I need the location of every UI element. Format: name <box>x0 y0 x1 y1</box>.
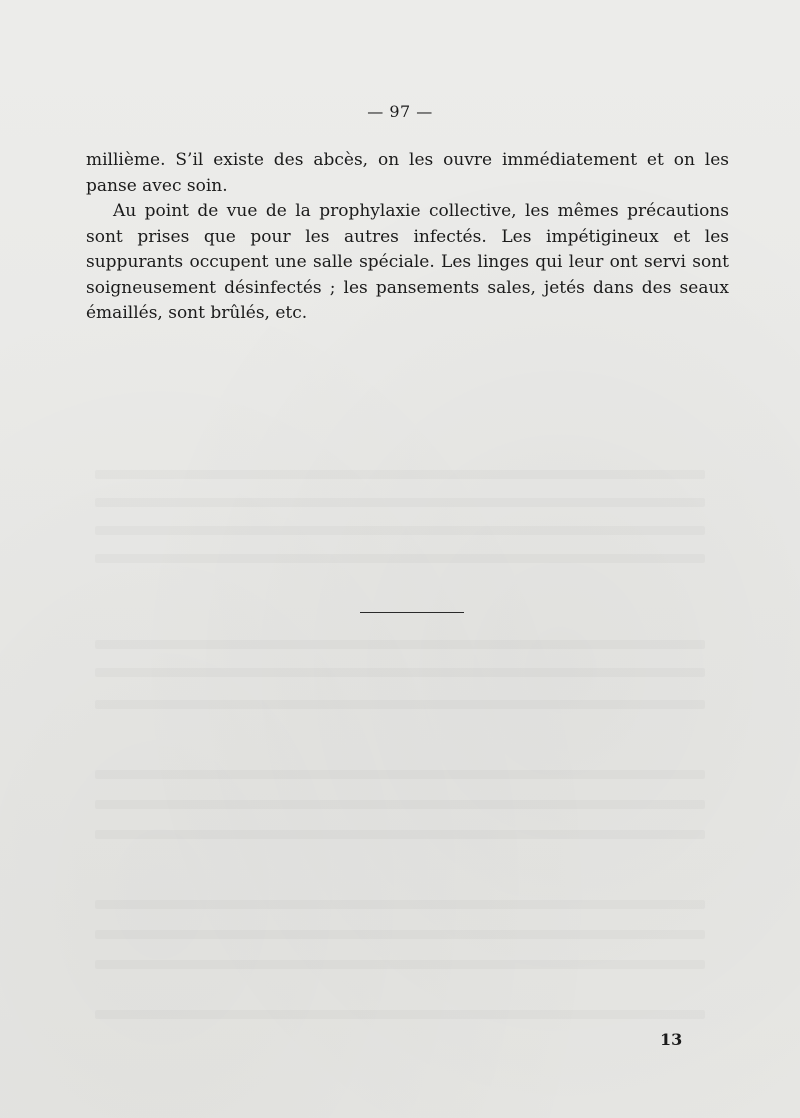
paragraph: Au point de vue de la prophylaxie collective, les mêmes précautions sont prises que pour les autres infectés. Les impétigineux et les suppurants occupent une salle spéciale. Les linges qui leur ont servi sont soigneusement désinfectés ; les pansements sales, jetés dans des seaux émaillés, sont brûlés, etc. <box>86 201 729 323</box>
bleed-through-line <box>95 470 705 479</box>
bleed-through-line <box>95 900 705 909</box>
bleed-through-line <box>95 770 705 779</box>
bleed-through-line <box>95 960 705 969</box>
bleed-through-line <box>95 800 705 809</box>
paragraph-continuation: millième. S’il existe des abcès, on les ouvre immédiatement et on les panse avec soin. <box>86 150 729 196</box>
bleed-through-line <box>95 498 705 507</box>
bleed-through-line <box>95 700 705 709</box>
bleed-through-line <box>95 830 705 839</box>
bleed-through-line <box>95 554 705 563</box>
bleed-through-line <box>95 668 705 677</box>
body-text <box>86 148 729 327</box>
page-number-header: — 97 — <box>367 102 433 121</box>
signature-number: 13 <box>660 1030 683 1049</box>
section-divider-rule <box>360 612 464 613</box>
bleed-through-line <box>95 1010 705 1019</box>
bleed-through-line <box>95 526 705 535</box>
bleed-through-line <box>95 640 705 649</box>
bleed-through-line <box>95 930 705 939</box>
